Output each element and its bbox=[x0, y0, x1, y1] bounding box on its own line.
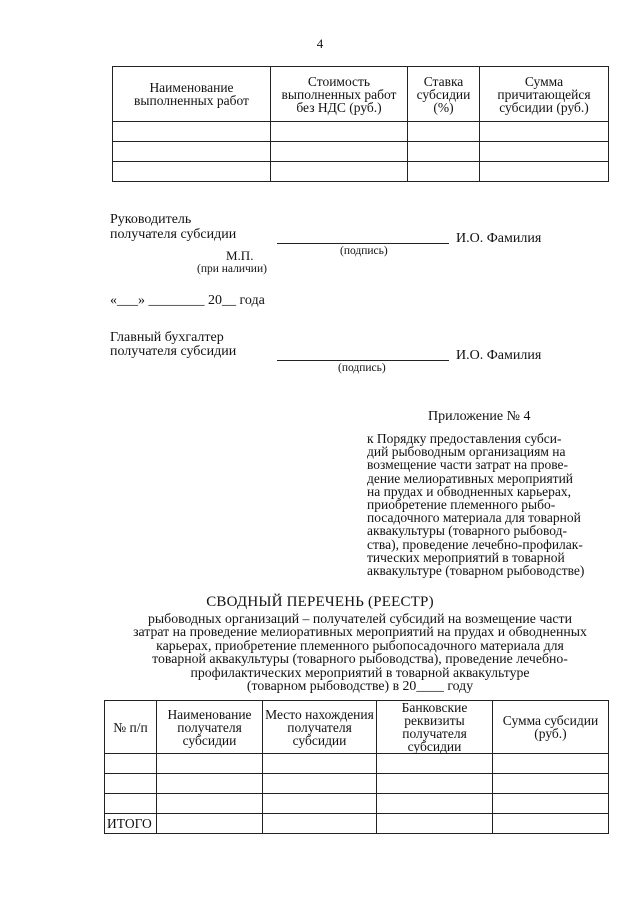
table-cell bbox=[157, 814, 263, 834]
stamp-note: (при наличии) bbox=[197, 263, 267, 275]
works-table bbox=[112, 66, 609, 182]
table-cell bbox=[271, 162, 408, 182]
registry-col-sum-header: Сумма субсидии (руб.) bbox=[493, 701, 609, 754]
works-table-header-row bbox=[113, 67, 609, 122]
appendix-line: дение мелиоративных мероприятий bbox=[367, 470, 574, 486]
table-row bbox=[113, 162, 609, 182]
page-number: 4 bbox=[316, 36, 324, 51]
table-cell bbox=[105, 794, 157, 814]
accountant-title-line1: Главный бухгалтер bbox=[110, 330, 224, 345]
appendix-line: возмещение части затрат на прове- bbox=[367, 457, 568, 473]
table-cell bbox=[157, 794, 263, 814]
table-cell bbox=[157, 754, 263, 774]
works-col-sum-header: Сумма причитающейся субсидии (руб.) bbox=[480, 67, 609, 122]
table-row bbox=[113, 142, 609, 162]
table-cell bbox=[377, 754, 493, 774]
appendix-line: посадочного материала для товарной bbox=[367, 510, 581, 526]
registry-table bbox=[104, 700, 609, 834]
table-cell bbox=[480, 142, 609, 162]
table-cell bbox=[271, 142, 408, 162]
head-name-placeholder: И.О. Фамилия bbox=[456, 231, 542, 246]
head-title-line1: Руководитель bbox=[110, 212, 192, 227]
table-cell bbox=[113, 122, 271, 142]
registry-subtitle-line: профилактических мероприятий в товарной аквакультуре bbox=[190, 664, 530, 680]
total-label: ИТОГО bbox=[105, 814, 157, 834]
appendix-line: тических мероприятий в товарной bbox=[367, 549, 565, 565]
appendix-title: Приложение № 4 bbox=[428, 409, 531, 424]
works-col-cost-header: Стоимость выполненных работ без НДС (руб.) bbox=[271, 67, 408, 122]
head-title-line2: получателя субсидии bbox=[110, 227, 237, 242]
appendix-line: аквакультуре (товарном рыбоводстве) bbox=[367, 563, 585, 579]
appendix-line: к Порядку предоставления субси- bbox=[367, 431, 562, 446]
table-row bbox=[105, 794, 609, 814]
registry-col-location-header: Место нахождения получателя субсидии bbox=[263, 701, 377, 754]
table-row bbox=[113, 122, 609, 142]
table-cell bbox=[113, 162, 271, 182]
table-cell bbox=[480, 162, 609, 182]
registry-subtitle bbox=[100, 612, 620, 692]
accountant-signature-line bbox=[277, 360, 449, 361]
appendix-line: приобретение племенного рыбо- bbox=[367, 497, 556, 513]
table-cell bbox=[263, 774, 377, 794]
table-cell bbox=[377, 774, 493, 794]
works-col-name-header: Наименование выполненных работ bbox=[113, 67, 271, 122]
registry-title: СВОДНЫЙ ПЕРЕЧЕНЬ (РЕЕСТР) bbox=[206, 594, 434, 610]
table-cell bbox=[105, 754, 157, 774]
table-cell bbox=[105, 774, 157, 794]
appendix-reference bbox=[367, 432, 607, 577]
table-cell bbox=[408, 142, 480, 162]
appendix-line: на прудах и обводненных карьерах, bbox=[367, 483, 571, 499]
table-cell bbox=[377, 814, 493, 834]
table-cell bbox=[493, 814, 609, 834]
table-cell bbox=[408, 162, 480, 182]
table-cell bbox=[113, 142, 271, 162]
date-line: «___» ________ 20__ года bbox=[110, 293, 265, 308]
table-cell bbox=[271, 122, 408, 142]
table-row bbox=[105, 774, 609, 794]
accountant-signature-caption: (подпись) bbox=[338, 362, 386, 374]
total-row bbox=[105, 814, 609, 834]
table-cell bbox=[493, 754, 609, 774]
registry-col-name-header: Наименование получателя субсидии bbox=[157, 701, 263, 754]
registry-subtitle-line: затрат на проведение мелиоративных мероприятий на прудах и обводненных bbox=[133, 624, 587, 640]
head-signature-caption: (подпись) bbox=[340, 245, 388, 257]
stamp-label: М.П. bbox=[226, 248, 254, 263]
table-cell bbox=[480, 122, 609, 142]
registry-subtitle-line: товарной аквакультуры (товарного рыбоводства), проведение лечебно- bbox=[152, 651, 568, 667]
head-signature-line bbox=[277, 243, 449, 244]
registry-table-header-row bbox=[105, 701, 609, 754]
registry-col-number-header: № п/п bbox=[105, 701, 157, 754]
registry-subtitle-line: рыбоводных организаций – получателей субсидий на возмещение части bbox=[148, 611, 572, 626]
table-cell bbox=[493, 774, 609, 794]
table-cell bbox=[408, 122, 480, 142]
table-row bbox=[105, 754, 609, 774]
table-cell bbox=[263, 814, 377, 834]
accountant-name-placeholder: И.О. Фамилия bbox=[456, 348, 542, 363]
appendix-line: ства), проведение лечебно-профилак- bbox=[367, 536, 583, 552]
registry-col-bank-header: Банковские реквизиты получателя субсидии bbox=[377, 701, 493, 754]
table-cell bbox=[263, 754, 377, 774]
appendix-line: аквакультуры (товарного рыбовод- bbox=[367, 523, 567, 539]
works-col-rate-header: Ставка субсидии (%) bbox=[408, 67, 480, 122]
accountant-title-line2: получателя субсидии bbox=[110, 344, 237, 359]
table-cell bbox=[377, 794, 493, 814]
table-cell bbox=[493, 794, 609, 814]
appendix-line: дий рыбоводным организациям на bbox=[367, 444, 566, 460]
table-cell bbox=[157, 774, 263, 794]
table-cell bbox=[263, 794, 377, 814]
registry-subtitle-line: (товарном рыбоводстве) в 20____ году bbox=[246, 678, 474, 694]
registry-subtitle-line: карьерах, приобретение племенного рыбопосадочного материала для bbox=[156, 637, 564, 653]
